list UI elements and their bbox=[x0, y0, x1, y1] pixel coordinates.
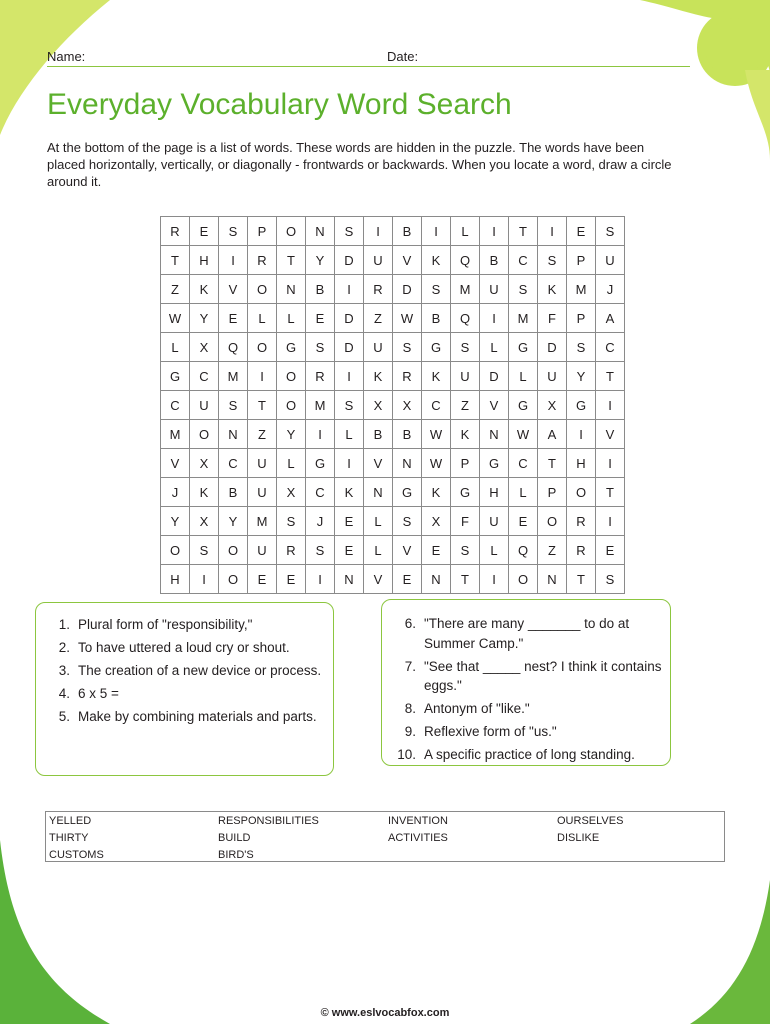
grid-cell[interactable]: Y bbox=[219, 507, 248, 536]
grid-cell[interactable]: X bbox=[277, 478, 306, 507]
grid-cell[interactable]: I bbox=[219, 246, 248, 275]
grid-cell[interactable]: A bbox=[596, 304, 625, 333]
grid-cell[interactable]: P bbox=[538, 478, 567, 507]
grid-cell[interactable]: I bbox=[306, 565, 335, 594]
clue-item bbox=[382, 745, 662, 765]
grid-cell[interactable]: X bbox=[538, 391, 567, 420]
grid-cell[interactable]: S bbox=[596, 565, 625, 594]
grid-cell[interactable]: L bbox=[161, 333, 190, 362]
clue-number: 9. bbox=[404, 724, 416, 739]
grid-cell[interactable]: I bbox=[480, 217, 509, 246]
grid-cell[interactable]: S bbox=[567, 333, 596, 362]
clue-number: 2. bbox=[58, 640, 70, 655]
grid-cell[interactable]: Q bbox=[219, 333, 248, 362]
grid-cell[interactable]: U bbox=[451, 362, 480, 391]
word-bank-word: ACTIVITIES bbox=[388, 832, 448, 844]
grid-cell[interactable]: R bbox=[567, 507, 596, 536]
grid-cell[interactable]: J bbox=[596, 275, 625, 304]
grid-cell[interactable]: W bbox=[161, 304, 190, 333]
grid-cell[interactable]: I bbox=[480, 565, 509, 594]
grid-cell[interactable]: T bbox=[161, 246, 190, 275]
grid-cell[interactable]: O bbox=[509, 565, 538, 594]
grid-cell[interactable]: M bbox=[567, 275, 596, 304]
grid-cell[interactable]: S bbox=[190, 536, 219, 565]
clue-text: The creation of a new device or process. bbox=[78, 663, 322, 678]
grid-cell[interactable]: O bbox=[219, 565, 248, 594]
grid-cell[interactable]: N bbox=[422, 565, 451, 594]
grid-cell[interactable]: N bbox=[306, 217, 335, 246]
grid-cell[interactable]: V bbox=[219, 275, 248, 304]
grid-cell[interactable]: U bbox=[248, 478, 277, 507]
name-label: Name: bbox=[47, 49, 86, 64]
grid-cell[interactable]: O bbox=[219, 536, 248, 565]
clue-item bbox=[36, 684, 325, 704]
grid-cell[interactable]: R bbox=[248, 246, 277, 275]
grid-cell[interactable]: B bbox=[364, 420, 393, 449]
grid-cell[interactable]: C bbox=[190, 362, 219, 391]
grid-cell[interactable]: R bbox=[161, 217, 190, 246]
clue-item bbox=[382, 722, 662, 742]
clues-box-right bbox=[381, 599, 671, 766]
grid-cell[interactable]: G bbox=[509, 391, 538, 420]
right-edge-shape bbox=[745, 70, 770, 160]
grid-cell[interactable]: M bbox=[219, 362, 248, 391]
grid-cell[interactable]: O bbox=[277, 391, 306, 420]
grid-cell[interactable]: L bbox=[364, 507, 393, 536]
grid-cell[interactable]: K bbox=[538, 275, 567, 304]
grid-cell[interactable]: X bbox=[190, 333, 219, 362]
grid-cell[interactable]: M bbox=[451, 275, 480, 304]
grid-row bbox=[161, 478, 625, 507]
grid-cell[interactable]: O bbox=[248, 333, 277, 362]
grid-cell[interactable]: S bbox=[277, 507, 306, 536]
grid-cell[interactable]: X bbox=[190, 507, 219, 536]
grid-cell[interactable]: O bbox=[277, 217, 306, 246]
clue-item bbox=[36, 661, 325, 681]
clue-text: 6 x 5 = bbox=[78, 686, 119, 701]
grid-cell[interactable]: A bbox=[538, 420, 567, 449]
grid-cell[interactable]: P bbox=[248, 217, 277, 246]
grid-row bbox=[161, 565, 625, 594]
grid-cell[interactable]: V bbox=[364, 565, 393, 594]
grid-cell[interactable]: C bbox=[509, 449, 538, 478]
grid-cell[interactable]: K bbox=[422, 246, 451, 275]
grid-cell[interactable]: Z bbox=[451, 391, 480, 420]
page-title: Everyday Vocabulary Word Search bbox=[47, 88, 512, 121]
grid-cell[interactable]: D bbox=[480, 362, 509, 391]
grid-cell[interactable]: O bbox=[248, 275, 277, 304]
grid-cell[interactable]: X bbox=[393, 391, 422, 420]
grid-cell[interactable]: K bbox=[422, 362, 451, 391]
grid-cell[interactable]: I bbox=[306, 420, 335, 449]
grid-cell[interactable]: N bbox=[393, 449, 422, 478]
clue-text: "There are many _______ to do at Summer Camp." bbox=[424, 616, 630, 651]
grid-cell[interactable]: Z bbox=[364, 304, 393, 333]
grid-cell[interactable]: I bbox=[567, 420, 596, 449]
grid-row bbox=[161, 304, 625, 333]
date-label: Date: bbox=[387, 49, 419, 64]
grid-cell[interactable]: S bbox=[335, 391, 364, 420]
grid-cell[interactable]: E bbox=[219, 304, 248, 333]
clue-text: A specific practice of long standing. bbox=[424, 747, 635, 762]
grid-cell[interactable]: D bbox=[335, 304, 364, 333]
grid-cell[interactable]: U bbox=[596, 246, 625, 275]
grid-cell[interactable]: S bbox=[538, 246, 567, 275]
grid-cell[interactable]: S bbox=[451, 333, 480, 362]
name-date-row bbox=[47, 47, 690, 67]
clue-number: 1. bbox=[58, 617, 70, 632]
grid-cell[interactable]: R bbox=[393, 362, 422, 391]
grid-cell[interactable]: H bbox=[190, 246, 219, 275]
grid-cell[interactable]: Y bbox=[190, 304, 219, 333]
grid-cell[interactable]: V bbox=[393, 246, 422, 275]
grid-cell[interactable]: G bbox=[480, 449, 509, 478]
grid-cell[interactable]: B bbox=[306, 275, 335, 304]
grid-cell[interactable]: D bbox=[335, 246, 364, 275]
grid-cell[interactable]: J bbox=[161, 478, 190, 507]
grid-row bbox=[161, 507, 625, 536]
grid-cell[interactable]: Q bbox=[451, 246, 480, 275]
grid-cell[interactable]: S bbox=[306, 536, 335, 565]
grid-cell[interactable]: U bbox=[364, 333, 393, 362]
grid-cell[interactable]: I bbox=[422, 217, 451, 246]
grid-cell[interactable]: X bbox=[364, 391, 393, 420]
clue-number: 4. bbox=[58, 686, 70, 701]
bottom-right-corner-shape bbox=[690, 880, 770, 1024]
grid-cell[interactable]: X bbox=[190, 449, 219, 478]
grid-cell[interactable]: T bbox=[277, 246, 306, 275]
word-bank-word: RESPONSIBILITIES bbox=[218, 815, 319, 827]
grid-cell[interactable]: I bbox=[248, 362, 277, 391]
grid-cell[interactable]: U bbox=[480, 507, 509, 536]
grid-cell[interactable]: K bbox=[422, 478, 451, 507]
grid-cell[interactable]: E bbox=[596, 536, 625, 565]
grid-cell[interactable]: R bbox=[277, 536, 306, 565]
grid-cell[interactable]: E bbox=[335, 507, 364, 536]
grid-cell[interactable]: N bbox=[219, 420, 248, 449]
grid-cell[interactable]: C bbox=[422, 391, 451, 420]
grid-cell[interactable]: B bbox=[480, 246, 509, 275]
grid-cell[interactable]: H bbox=[567, 449, 596, 478]
grid-row bbox=[161, 391, 625, 420]
grid-cell[interactable]: I bbox=[596, 507, 625, 536]
grid-cell[interactable]: N bbox=[538, 565, 567, 594]
word-bank-column bbox=[557, 813, 623, 847]
grid-cell[interactable]: W bbox=[422, 420, 451, 449]
grid-cell[interactable]: L bbox=[480, 536, 509, 565]
grid-cell[interactable]: O bbox=[277, 362, 306, 391]
word-bank bbox=[45, 811, 725, 862]
grid-cell[interactable]: T bbox=[451, 565, 480, 594]
grid-cell[interactable]: D bbox=[538, 333, 567, 362]
grid-cell[interactable]: C bbox=[219, 449, 248, 478]
grid-cell[interactable]: Z bbox=[248, 420, 277, 449]
grid-cell[interactable]: W bbox=[422, 449, 451, 478]
word-bank-word: OURSELVES bbox=[557, 815, 624, 827]
grid-cell[interactable]: T bbox=[596, 478, 625, 507]
clue-number: 3. bbox=[58, 663, 70, 678]
grid-cell[interactable]: K bbox=[190, 275, 219, 304]
grid-cell[interactable]: G bbox=[161, 362, 190, 391]
grid-cell[interactable]: L bbox=[277, 304, 306, 333]
grid-cell[interactable]: I bbox=[596, 449, 625, 478]
grid-cell[interactable]: L bbox=[335, 420, 364, 449]
grid-cell[interactable]: X bbox=[422, 507, 451, 536]
grid-cell[interactable]: M bbox=[161, 420, 190, 449]
grid-cell[interactable]: P bbox=[567, 246, 596, 275]
grid-row bbox=[161, 275, 625, 304]
grid-cell[interactable]: Y bbox=[306, 246, 335, 275]
grid-cell[interactable]: D bbox=[393, 275, 422, 304]
grid-cell[interactable]: S bbox=[422, 275, 451, 304]
grid-cell[interactable]: Y bbox=[161, 507, 190, 536]
grid-cell[interactable]: C bbox=[306, 478, 335, 507]
grid-cell[interactable]: S bbox=[219, 391, 248, 420]
grid-cell[interactable]: W bbox=[393, 304, 422, 333]
grid-cell[interactable]: U bbox=[248, 536, 277, 565]
word-bank-word: BIRD'S bbox=[218, 849, 254, 861]
grid-cell[interactable]: O bbox=[538, 507, 567, 536]
grid-cell[interactable]: L bbox=[509, 478, 538, 507]
grid-cell[interactable]: E bbox=[248, 565, 277, 594]
grid-cell[interactable]: W bbox=[509, 420, 538, 449]
grid-row bbox=[161, 333, 625, 362]
clue-text: Make by combining materials and parts. bbox=[78, 709, 317, 724]
grid-cell[interactable]: H bbox=[480, 478, 509, 507]
grid-cell[interactable]: T bbox=[567, 565, 596, 594]
grid-cell[interactable]: T bbox=[509, 217, 538, 246]
grid-cell[interactable]: T bbox=[248, 391, 277, 420]
grid-cell[interactable]: V bbox=[393, 536, 422, 565]
grid-cell[interactable]: I bbox=[335, 362, 364, 391]
grid-cell[interactable]: K bbox=[335, 478, 364, 507]
clue-number: 10. bbox=[397, 747, 416, 762]
grid-cell[interactable]: V bbox=[161, 449, 190, 478]
grid-cell[interactable]: O bbox=[190, 420, 219, 449]
word-bank-word: BUILD bbox=[218, 832, 251, 844]
grid-cell[interactable]: N bbox=[335, 565, 364, 594]
grid-cell[interactable]: L bbox=[480, 333, 509, 362]
word-bank-column bbox=[218, 813, 319, 864]
grid-cell[interactable]: K bbox=[451, 420, 480, 449]
grid-cell[interactable]: U bbox=[248, 449, 277, 478]
grid-cell[interactable]: C bbox=[509, 246, 538, 275]
clue-item bbox=[382, 699, 662, 719]
grid-cell[interactable]: M bbox=[306, 391, 335, 420]
grid-row bbox=[161, 217, 625, 246]
grid-cell[interactable]: L bbox=[248, 304, 277, 333]
clue-number: 7. bbox=[404, 658, 416, 674]
footer-copyright: © www.eslvocabfox.com bbox=[320, 1007, 450, 1019]
grid-cell[interactable]: E bbox=[306, 304, 335, 333]
grid-cell[interactable]: B bbox=[393, 217, 422, 246]
grid-cell[interactable]: Z bbox=[161, 275, 190, 304]
instructions-text: At the bottom of the page is a list of words. These words are hidden in the puzzle. The words have been placed horizontally, vertically, or diagonally - frontwards or backwards. When you locate a word, draw a circle around it. bbox=[47, 140, 672, 189]
grid-cell[interactable]: Y bbox=[277, 420, 306, 449]
clue-number: 5. bbox=[58, 709, 70, 724]
grid-cell[interactable]: S bbox=[596, 217, 625, 246]
grid-cell[interactable]: L bbox=[509, 362, 538, 391]
grid-cell[interactable]: S bbox=[509, 275, 538, 304]
grid-cell[interactable]: F bbox=[451, 507, 480, 536]
grid-cell[interactable]: B bbox=[393, 420, 422, 449]
grid-cell[interactable]: R bbox=[567, 536, 596, 565]
clue-item bbox=[382, 614, 662, 653]
grid-cell[interactable]: V bbox=[480, 391, 509, 420]
grid-cell[interactable]: I bbox=[335, 449, 364, 478]
word-search-grid bbox=[160, 216, 625, 594]
word-bank-word: DISLIKE bbox=[557, 832, 600, 844]
grid-cell[interactable]: O bbox=[567, 478, 596, 507]
grid-cell[interactable]: M bbox=[248, 507, 277, 536]
grid-row bbox=[161, 246, 625, 275]
word-bank-column bbox=[49, 813, 104, 864]
grid-cell[interactable]: U bbox=[364, 246, 393, 275]
grid-cell[interactable]: D bbox=[335, 333, 364, 362]
grid-cell[interactable]: E bbox=[335, 536, 364, 565]
grid-cell[interactable]: N bbox=[480, 420, 509, 449]
word-bank-column bbox=[388, 813, 448, 847]
grid-cell[interactable]: E bbox=[190, 217, 219, 246]
clue-text: "See that _____ nest? I think it contains eggs." bbox=[424, 658, 662, 693]
grid-cell[interactable]: E bbox=[277, 565, 306, 594]
grid-cell[interactable]: N bbox=[277, 275, 306, 304]
clue-text: Antonym of "like." bbox=[424, 701, 530, 716]
grid-cell[interactable]: F bbox=[538, 304, 567, 333]
grid-cell[interactable]: I bbox=[364, 217, 393, 246]
grid-cell[interactable]: Q bbox=[509, 536, 538, 565]
clue-text: To have uttered a loud cry or shout. bbox=[78, 640, 290, 655]
clue-number: 6. bbox=[404, 616, 416, 631]
grid-cell[interactable]: P bbox=[567, 304, 596, 333]
grid-cell[interactable]: G bbox=[509, 333, 538, 362]
grid-cell[interactable]: L bbox=[451, 217, 480, 246]
grid-cell[interactable]: N bbox=[364, 478, 393, 507]
grid-cell[interactable]: Q bbox=[451, 304, 480, 333]
grid-cell[interactable]: I bbox=[538, 217, 567, 246]
grid-cell[interactable]: V bbox=[364, 449, 393, 478]
grid-cell[interactable]: U bbox=[480, 275, 509, 304]
grid-cell[interactable]: H bbox=[161, 565, 190, 594]
grid-row bbox=[161, 449, 625, 478]
clue-text: Plural form of "responsibility," bbox=[78, 617, 253, 632]
grid-cell[interactable]: S bbox=[393, 507, 422, 536]
grid-cell[interactable]: G bbox=[277, 333, 306, 362]
grid-cell[interactable]: R bbox=[306, 362, 335, 391]
grid-cell[interactable]: C bbox=[596, 333, 625, 362]
grid-cell[interactable]: S bbox=[306, 333, 335, 362]
grid-cell[interactable]: G bbox=[422, 333, 451, 362]
grid-cell[interactable]: O bbox=[161, 536, 190, 565]
grid-cell[interactable]: S bbox=[393, 333, 422, 362]
clue-text: Reflexive form of "us." bbox=[424, 724, 557, 739]
grid-row bbox=[161, 362, 625, 391]
grid-cell[interactable]: B bbox=[219, 478, 248, 507]
grid-cell[interactable]: G bbox=[567, 391, 596, 420]
grid-cell[interactable]: P bbox=[451, 449, 480, 478]
grid-cell[interactable]: U bbox=[190, 391, 219, 420]
bottom-left-corner-shape bbox=[0, 840, 110, 1024]
word-bank-word: CUSTOMS bbox=[49, 849, 104, 861]
grid-cell[interactable]: C bbox=[161, 391, 190, 420]
grid-cell[interactable]: G bbox=[306, 449, 335, 478]
grid-cell[interactable]: B bbox=[422, 304, 451, 333]
grid-cell[interactable]: E bbox=[567, 217, 596, 246]
clues-list-left bbox=[36, 615, 325, 727]
clue-item bbox=[36, 707, 325, 727]
grid-cell[interactable]: U bbox=[538, 362, 567, 391]
grid-cell[interactable]: L bbox=[277, 449, 306, 478]
grid-cell[interactable]: K bbox=[190, 478, 219, 507]
grid-cell[interactable]: Z bbox=[538, 536, 567, 565]
grid-cell[interactable]: M bbox=[509, 304, 538, 333]
grid-cell[interactable]: E bbox=[393, 565, 422, 594]
grid-cell[interactable]: I bbox=[480, 304, 509, 333]
clue-item bbox=[382, 657, 662, 696]
grid-cell[interactable]: E bbox=[509, 507, 538, 536]
grid-row bbox=[161, 536, 625, 565]
grid-cell[interactable]: G bbox=[393, 478, 422, 507]
grid-cell[interactable]: S bbox=[335, 217, 364, 246]
grid-cell[interactable]: S bbox=[451, 536, 480, 565]
grid-cell[interactable]: T bbox=[538, 449, 567, 478]
grid-cell[interactable]: I bbox=[335, 275, 364, 304]
clue-item bbox=[36, 615, 325, 635]
clue-item bbox=[36, 638, 325, 658]
grid-cell[interactable]: E bbox=[422, 536, 451, 565]
clues-box-left bbox=[35, 602, 334, 776]
grid-cell[interactable]: I bbox=[596, 391, 625, 420]
clue-number: 8. bbox=[404, 701, 416, 716]
grid-cell[interactable]: K bbox=[364, 362, 393, 391]
grid-cell[interactable]: G bbox=[451, 478, 480, 507]
clues-list-right bbox=[382, 614, 662, 765]
grid-cell[interactable]: V bbox=[596, 420, 625, 449]
grid-cell[interactable]: T bbox=[596, 362, 625, 391]
grid-cell[interactable]: R bbox=[364, 275, 393, 304]
grid-cell[interactable]: Y bbox=[567, 362, 596, 391]
grid-cell[interactable]: I bbox=[190, 565, 219, 594]
grid-cell[interactable]: J bbox=[306, 507, 335, 536]
grid-cell[interactable]: L bbox=[364, 536, 393, 565]
word-bank-word: THIRTY bbox=[49, 832, 89, 844]
word-bank-word: YELLED bbox=[49, 815, 92, 827]
grid-cell[interactable]: S bbox=[219, 217, 248, 246]
word-bank-word: INVENTION bbox=[388, 815, 448, 827]
grid-row bbox=[161, 420, 625, 449]
